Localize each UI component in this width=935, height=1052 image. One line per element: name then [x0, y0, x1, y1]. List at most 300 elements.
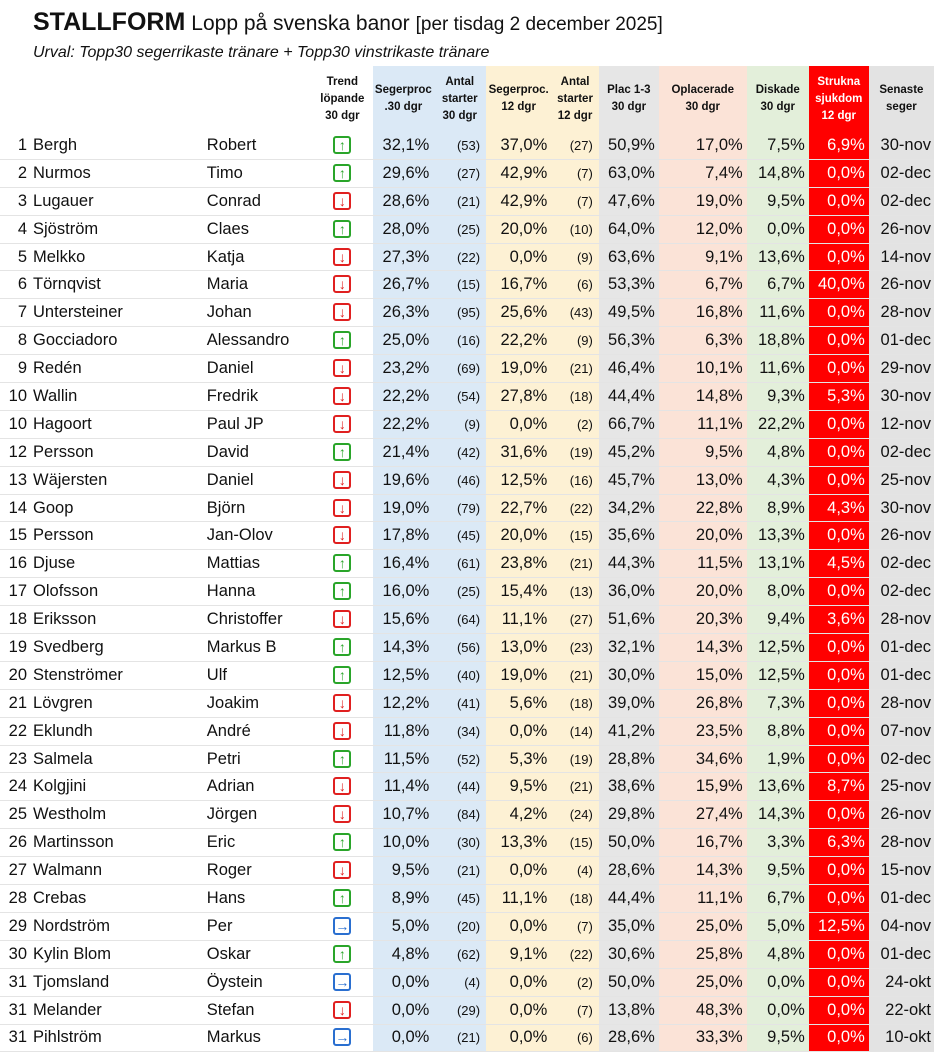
- dq-cell: 12,5%: [747, 634, 809, 662]
- rank-cell: 25: [0, 801, 31, 829]
- lastname-cell: Melander: [31, 996, 205, 1024]
- table-row: [0, 801, 934, 829]
- lastwin-cell: 30-nov: [869, 494, 934, 522]
- scratched-cell: 0,0%: [809, 438, 869, 466]
- trend-cell: [311, 327, 373, 355]
- win12-cell: 0,0%: [486, 996, 551, 1024]
- lastwin-cell: 26-nov: [869, 271, 934, 299]
- scratched-cell: 0,0%: [809, 215, 869, 243]
- plac-cell: 46,4%: [599, 355, 659, 383]
- rank-cell: 29: [0, 912, 31, 940]
- dq-cell: 1,9%: [747, 745, 809, 773]
- arrow-right-icon: →: [335, 917, 350, 934]
- table-row: [0, 773, 934, 801]
- rank-cell: 31: [0, 996, 31, 1024]
- scratched-cell: 0,0%: [809, 299, 869, 327]
- starts30-cell: (42): [433, 438, 486, 466]
- starts30-cell: (40): [433, 661, 486, 689]
- plac-cell: 50,9%: [599, 132, 659, 159]
- starts30-header-line: 30 dgr: [442, 109, 477, 122]
- win12-cell: 31,6%: [486, 438, 551, 466]
- lastwin-cell: 29-nov: [869, 355, 934, 383]
- plac-cell: 49,5%: [599, 299, 659, 327]
- lastname-cell: Persson: [31, 438, 205, 466]
- unplaced-cell: 20,0%: [659, 578, 747, 606]
- arrow-up-icon: ↑: [333, 750, 351, 768]
- table-row: [0, 940, 934, 968]
- dq-cell: 7,5%: [747, 132, 809, 159]
- trend-cell: [311, 773, 373, 801]
- starts12-cell: (21): [551, 661, 599, 689]
- win30-cell: 8,9%: [373, 885, 433, 913]
- arrow-up-icon: ↑: [333, 638, 351, 656]
- arrow-up-icon: ↑: [333, 945, 351, 963]
- table-row: [0, 885, 934, 913]
- win12-cell: 0,0%: [486, 410, 551, 438]
- plac-cell: 51,6%: [599, 606, 659, 634]
- firstname-cell: Fredrik: [205, 383, 312, 411]
- win30-cell: 0,0%: [373, 1024, 433, 1052]
- unplaced-cell: 19,0%: [659, 187, 747, 215]
- plac-cell: 50,0%: [599, 968, 659, 996]
- lastwin-cell: 15-nov: [869, 857, 934, 885]
- dq-cell: 11,6%: [747, 299, 809, 327]
- rank-cell: 12: [0, 438, 31, 466]
- starts30-cell: (29): [433, 996, 486, 1024]
- win12-header-line: Segerproc.: [488, 84, 549, 96]
- unplaced-cell: 34,6%: [659, 745, 747, 773]
- scratched-cell: 4,3%: [809, 494, 869, 522]
- starts12-cell: (19): [551, 745, 599, 773]
- arrow-right-icon: →: [335, 1029, 350, 1046]
- table-row: [0, 271, 934, 299]
- unplaced-cell: 25,8%: [659, 940, 747, 968]
- scratched-cell: 0,0%: [809, 1024, 869, 1052]
- win12-cell: 19,0%: [486, 661, 551, 689]
- arrow-down-icon: ↓: [333, 415, 351, 433]
- starts30-cell: (45): [433, 885, 486, 913]
- firstname-cell: Timo: [205, 159, 312, 187]
- rank-cell: 28: [0, 885, 31, 913]
- lastwin-cell: 02-dec: [869, 578, 934, 606]
- dq-cell: 8,0%: [747, 578, 809, 606]
- win30-cell: 28,6%: [373, 187, 433, 215]
- trend-cell: [311, 159, 373, 187]
- scratched-cell: 0,0%: [809, 578, 869, 606]
- win30-header-line: Segerproc: [374, 84, 432, 96]
- trend-header-line: 30 dgr: [325, 109, 360, 122]
- scratched-cell: 6,3%: [809, 829, 869, 857]
- lastwin-cell: 07-nov: [869, 717, 934, 745]
- arrow-down-icon: ↓: [333, 387, 351, 405]
- win12-cell: 42,9%: [486, 159, 551, 187]
- brand-title: STALLFORM: [33, 8, 186, 36]
- plac-cell: 39,0%: [599, 689, 659, 717]
- win30-cell: 10,7%: [373, 801, 433, 829]
- dq-cell: 12,5%: [747, 661, 809, 689]
- win30-cell: 22,2%: [373, 383, 433, 411]
- trend-cell: [311, 885, 373, 913]
- lastwin-cell: 28-nov: [869, 689, 934, 717]
- lastname-cell: Persson: [31, 522, 205, 550]
- trend-cell: [311, 857, 373, 885]
- starts12-cell: (7): [551, 159, 599, 187]
- selection-subtitle: Urval: Topp30 segerrikaste tränare + Topp30 vinstrikaste tränare: [33, 44, 490, 61]
- lastwin-cell: 01-dec: [869, 940, 934, 968]
- win12-cell: 0,0%: [486, 243, 551, 271]
- firstname-cell: Ulf: [205, 661, 312, 689]
- win12-cell: 9,5%: [486, 773, 551, 801]
- trend-cell: [311, 717, 373, 745]
- rank-cell: 14: [0, 494, 31, 522]
- scratched-cell: 0,0%: [809, 940, 869, 968]
- unplaced-cell: 48,3%: [659, 996, 747, 1024]
- plac-cell: 63,0%: [599, 159, 659, 187]
- lastname-cell: Eriksson: [31, 606, 205, 634]
- firstname-cell: Jörgen: [205, 801, 312, 829]
- starts30-cell: (44): [433, 773, 486, 801]
- starts30-cell: (62): [433, 940, 486, 968]
- scratched-cell: 0,0%: [809, 355, 869, 383]
- plac-cell: 38,6%: [599, 773, 659, 801]
- win12-cell: 5,3%: [486, 745, 551, 773]
- firstname-cell: Markus: [205, 1024, 312, 1052]
- starts30-cell: (95): [433, 299, 486, 327]
- win30-cell: 15,6%: [373, 606, 433, 634]
- arrow-right-icon: →: [335, 973, 350, 990]
- table-row: [0, 968, 934, 996]
- lastwin-cell: 01-dec: [869, 634, 934, 662]
- starts30-cell: (27): [433, 159, 486, 187]
- starts30-cell: (22): [433, 243, 486, 271]
- win30-cell: 19,0%: [373, 494, 433, 522]
- plac-cell: 28,8%: [599, 745, 659, 773]
- firstname-cell: Joakim: [205, 689, 312, 717]
- scratched-header-line: Strukna: [817, 75, 861, 88]
- plac-cell: 35,0%: [599, 912, 659, 940]
- starts12-cell: (23): [551, 634, 599, 662]
- starts30-cell: (61): [433, 550, 486, 578]
- win30-cell: 11,5%: [373, 745, 433, 773]
- starts30-cell: (79): [433, 494, 486, 522]
- starts12-cell: (7): [551, 912, 599, 940]
- firstname-cell: Petri: [205, 745, 312, 773]
- win12-cell: 0,0%: [486, 1024, 551, 1052]
- rank-cell: 31: [0, 968, 31, 996]
- rank-cell: 5: [0, 243, 31, 271]
- trend-cell: [311, 215, 373, 243]
- win12-cell: 13,3%: [486, 829, 551, 857]
- arrow-up-icon: ↑: [333, 666, 351, 684]
- plac-header-line: 30 dgr: [611, 101, 647, 113]
- lastname-cell: Nurmos: [31, 159, 205, 187]
- trend-cell: [311, 466, 373, 494]
- starts12-cell: (18): [551, 885, 599, 913]
- lastname-cell: Tjomsland: [31, 968, 205, 996]
- lastwin-cell: 25-nov: [869, 773, 934, 801]
- table-row: [0, 159, 934, 187]
- dq-cell: 0,0%: [747, 996, 809, 1024]
- win12-cell: 13,0%: [486, 634, 551, 662]
- win12-cell: 25,6%: [486, 299, 551, 327]
- starts30-cell: (15): [433, 271, 486, 299]
- firstname-cell: Oskar: [205, 940, 312, 968]
- firstname-cell: Conrad: [205, 187, 312, 215]
- arrow-down-icon: ↓: [333, 248, 351, 266]
- trend-cell: [311, 634, 373, 662]
- table-row: [0, 661, 934, 689]
- dq-cell: 7,3%: [747, 689, 809, 717]
- starts12-cell: (9): [551, 327, 599, 355]
- win12-cell: 12,5%: [486, 466, 551, 494]
- starts12-header-line: starter: [557, 92, 593, 105]
- dq-header-line: 30 dgr: [760, 101, 795, 113]
- starts12-cell: (21): [551, 355, 599, 383]
- starts30-cell: (46): [433, 466, 486, 494]
- lastname-cell: Wallin: [31, 383, 205, 411]
- lastwin-cell: 01-dec: [869, 327, 934, 355]
- lastwin-cell: 28-nov: [869, 606, 934, 634]
- starts30-cell: (69): [433, 355, 486, 383]
- title-text: Lopp på svenska banor: [191, 12, 410, 35]
- dq-cell: 4,8%: [747, 438, 809, 466]
- arrow-up-icon: ↑: [333, 443, 351, 461]
- dq-cell: 6,7%: [747, 271, 809, 299]
- plac-cell: 63,6%: [599, 243, 659, 271]
- arrow-down-icon: ↓: [333, 722, 351, 740]
- unplaced-cell: 25,0%: [659, 968, 747, 996]
- starts12-cell: (2): [551, 410, 599, 438]
- win12-cell: 19,0%: [486, 355, 551, 383]
- trend-cell: [311, 550, 373, 578]
- trend-cell: [311, 243, 373, 271]
- unplaced-cell: 11,1%: [659, 885, 747, 913]
- dq-cell: 6,7%: [747, 885, 809, 913]
- dq-cell: 0,0%: [747, 215, 809, 243]
- firstname-cell: Daniel: [205, 355, 312, 383]
- win12-cell: 4,2%: [486, 801, 551, 829]
- table-row: [0, 243, 934, 271]
- starts30-cell: (53): [433, 132, 486, 159]
- dq-cell: 4,8%: [747, 940, 809, 968]
- firstname-cell: Öystein: [205, 968, 312, 996]
- starts12-cell: (22): [551, 494, 599, 522]
- table-row: [0, 187, 934, 215]
- unplaced-cell: 14,3%: [659, 857, 747, 885]
- rank-cell: 30: [0, 940, 31, 968]
- dq-cell: 11,6%: [747, 355, 809, 383]
- lastname-cell: Olofsson: [31, 578, 205, 606]
- win12-header: [486, 66, 551, 132]
- firstname-cell: Stefan: [205, 996, 312, 1024]
- firstname-cell: Daniel: [205, 466, 312, 494]
- starts30-cell: (41): [433, 689, 486, 717]
- unplaced-cell: 9,1%: [659, 243, 747, 271]
- scratched-cell: 0,0%: [809, 968, 869, 996]
- firstname-cell: Maria: [205, 271, 312, 299]
- trend-header-line: löpande: [320, 92, 365, 105]
- starts12-cell: (22): [551, 940, 599, 968]
- win30-cell: 12,5%: [373, 661, 433, 689]
- arrow-up-icon: ↑: [333, 136, 351, 154]
- unplaced-cell: 14,8%: [659, 383, 747, 411]
- lastwin-cell: 26-nov: [869, 215, 934, 243]
- unplaced-cell: 16,8%: [659, 299, 747, 327]
- starts12-cell: (9): [551, 243, 599, 271]
- rank-cell: 6: [0, 271, 31, 299]
- starts12-cell: (24): [551, 801, 599, 829]
- table-row: [0, 550, 934, 578]
- win12-cell: 23,8%: [486, 550, 551, 578]
- dq-cell: 13,1%: [747, 550, 809, 578]
- plac-cell: 29,8%: [599, 801, 659, 829]
- starts30-cell: (4): [433, 968, 486, 996]
- starts12-header-line: Antal: [560, 75, 590, 88]
- dq-cell: 9,3%: [747, 383, 809, 411]
- starts12-cell: (6): [551, 271, 599, 299]
- firstname-cell: Roger: [205, 857, 312, 885]
- rank-cell: 23: [0, 745, 31, 773]
- lastwin-header-line: Senaste: [879, 84, 924, 96]
- trend-cell: [311, 522, 373, 550]
- lastwin-cell: 02-dec: [869, 745, 934, 773]
- lastwin-cell: 25-nov: [869, 466, 934, 494]
- header-row: [0, 66, 934, 132]
- lastname-cell: Stenströmer: [31, 661, 205, 689]
- unplaced-cell: 25,0%: [659, 912, 747, 940]
- arrow-up-icon: ↑: [333, 164, 351, 182]
- dq-cell: 3,3%: [747, 829, 809, 857]
- unplaced-cell: 16,7%: [659, 829, 747, 857]
- lastwin-cell: 12-nov: [869, 410, 934, 438]
- win12-cell: 20,0%: [486, 522, 551, 550]
- starts30-cell: (64): [433, 606, 486, 634]
- lastname-cell: Bergh: [31, 132, 205, 159]
- table-row: [0, 522, 934, 550]
- table-row: [0, 829, 934, 857]
- trend-cell: [311, 410, 373, 438]
- unplaced-cell: 10,1%: [659, 355, 747, 383]
- starts12-cell: (7): [551, 187, 599, 215]
- lastwin-cell: 30-nov: [869, 383, 934, 411]
- win30-cell: 23,2%: [373, 355, 433, 383]
- starts30-cell: (45): [433, 522, 486, 550]
- plac-cell: 32,1%: [599, 634, 659, 662]
- starts12-cell: (21): [551, 550, 599, 578]
- plac-cell: 30,0%: [599, 661, 659, 689]
- table-row: [0, 355, 934, 383]
- lastname-cell: Svedberg: [31, 634, 205, 662]
- scratched-cell: 6,9%: [809, 132, 869, 159]
- win12-cell: 11,1%: [486, 606, 551, 634]
- scratched-cell: 0,0%: [809, 996, 869, 1024]
- lastname-cell: Walmann: [31, 857, 205, 885]
- table-row: [0, 578, 934, 606]
- win30-cell: 32,1%: [373, 132, 433, 159]
- scratched-cell: 0,0%: [809, 634, 869, 662]
- table-row: [0, 1024, 934, 1052]
- starts30-cell: (25): [433, 578, 486, 606]
- arrow-up-icon: ↑: [333, 582, 351, 600]
- table-row: [0, 606, 934, 634]
- win30-cell: 4,8%: [373, 940, 433, 968]
- starts30-header-line: starter: [441, 92, 478, 105]
- win30-cell: 11,4%: [373, 773, 433, 801]
- scratched-cell: 3,6%: [809, 606, 869, 634]
- win12-cell: 0,0%: [486, 717, 551, 745]
- table-row: [0, 857, 934, 885]
- starts12-header: [551, 66, 599, 132]
- plac-header-line: Plac 1-3: [607, 84, 651, 96]
- scratched-cell: 0,0%: [809, 885, 869, 913]
- win30-cell: 16,0%: [373, 578, 433, 606]
- firstname-cell: David: [205, 438, 312, 466]
- arrow-up-icon: ↑: [333, 554, 351, 572]
- starts12-cell: (16): [551, 466, 599, 494]
- rank-cell: 7: [0, 299, 31, 327]
- arrow-down-icon: ↓: [333, 499, 351, 517]
- lastname-cell: Eklundh: [31, 717, 205, 745]
- plac-cell: 13,8%: [599, 996, 659, 1024]
- lastwin-cell: 28-nov: [869, 829, 934, 857]
- trend-cell: [311, 940, 373, 968]
- lastname-cell: Lugauer: [31, 187, 205, 215]
- starts30-cell: (30): [433, 829, 486, 857]
- win30-cell: 0,0%: [373, 996, 433, 1024]
- lastname-cell: Untersteiner: [31, 299, 205, 327]
- scratched-cell: 0,0%: [809, 522, 869, 550]
- trend-cell: [311, 661, 373, 689]
- arrow-down-icon: ↓: [333, 192, 351, 210]
- starts30-cell: (21): [433, 1024, 486, 1052]
- win30-header: [373, 66, 433, 132]
- plac-cell: 50,0%: [599, 829, 659, 857]
- lastname-header: [31, 66, 205, 132]
- table-row: [0, 327, 934, 355]
- starts30-cell: (54): [433, 383, 486, 411]
- rank-cell: 22: [0, 717, 31, 745]
- lastname-cell: Westholm: [31, 801, 205, 829]
- win12-cell: 11,1%: [486, 885, 551, 913]
- starts12-cell: (27): [551, 132, 599, 159]
- rank-cell: 19: [0, 634, 31, 662]
- lastwin-cell: 02-dec: [869, 438, 934, 466]
- rank-cell: 27: [0, 857, 31, 885]
- starts30-cell: (21): [433, 857, 486, 885]
- rank-cell: 4: [0, 215, 31, 243]
- firstname-cell: Paul JP: [205, 410, 312, 438]
- win30-cell: 0,0%: [373, 968, 433, 996]
- rank-cell: 10: [0, 410, 31, 438]
- table-row: [0, 996, 934, 1024]
- arrow-up-icon: ↑: [333, 220, 351, 238]
- starts30-cell: (84): [433, 801, 486, 829]
- lastwin-cell: 28-nov: [869, 299, 934, 327]
- table-row: [0, 494, 934, 522]
- starts30-cell: (21): [433, 187, 486, 215]
- unplaced-cell: 20,0%: [659, 522, 747, 550]
- rank-cell: 1: [0, 132, 31, 159]
- win12-cell: 27,8%: [486, 383, 551, 411]
- plac-cell: 44,3%: [599, 550, 659, 578]
- dq-cell: 14,3%: [747, 801, 809, 829]
- starts30-header-line: Antal: [445, 75, 475, 88]
- trend-cell: [311, 801, 373, 829]
- firstname-cell: Claes: [205, 215, 312, 243]
- lastwin-cell: 02-dec: [869, 550, 934, 578]
- firstname-cell: Björn: [205, 494, 312, 522]
- starts12-cell: (43): [551, 299, 599, 327]
